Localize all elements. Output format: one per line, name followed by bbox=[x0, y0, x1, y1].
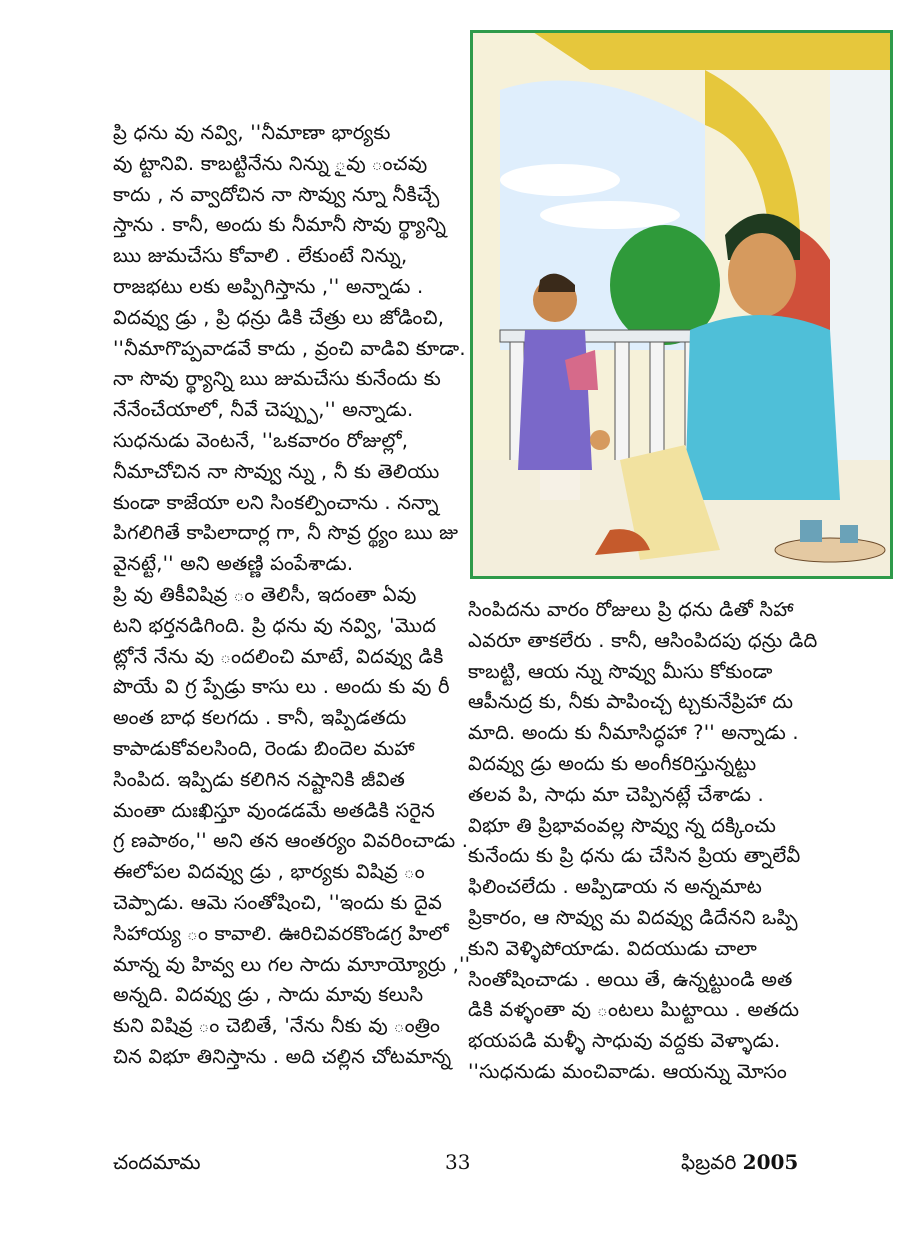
text-line: డికి వళ్ళంతా వు ంటలు పిుట్టాయి . అతదు bbox=[468, 998, 800, 1022]
story-column-left bbox=[113, 118, 471, 1073]
boy-dhoti bbox=[540, 470, 580, 500]
man-face bbox=[728, 233, 796, 317]
text-line: విదవ్వు డ్రు , ప్రి ధన్రు డికి చేత్రు లు జోడించి, bbox=[113, 305, 445, 329]
side-table bbox=[775, 538, 885, 562]
text-line: ఋ జుమచేసు కోవాలి . లేకుంటే నిన్ను, bbox=[113, 244, 408, 268]
text-line: చిన విభూ తినిస్తాను . అది చల్లిన చోటమాన్న bbox=[113, 1044, 452, 1068]
text-line: రాజభటు లకు అప్పిగిస్తాను ,'' అన్నాడు . bbox=[113, 274, 424, 298]
text-line: ఎవరూ తాకలేరు . కానీ, ఆసింపిదపు ధన్రు డిది bbox=[468, 628, 818, 652]
vessel bbox=[800, 520, 822, 542]
text-line: ''సుధనుడు మంచివాడు. ఆయన్ను మోసం bbox=[468, 1059, 788, 1083]
text-line: ప్రికారం, ఆ సొవ్వు మ విదవ్వు డిదేనని ఒప్పి bbox=[468, 905, 798, 929]
text-line: కాదు , న వ్వాదోచిన నా సొవ్వు న్నూ నీకిచ్చే bbox=[113, 182, 440, 206]
text-line: ''నీమాగొప్పవాడవే కాదు , వ్రంచి వాడివి కూడా. bbox=[113, 336, 466, 360]
text-line: మంతా దుఃఖిస్తూ వుండడమే అతడికి సరైన bbox=[113, 798, 436, 822]
text-line: వు ట్టానివి. కాబట్టినేను నిన్ను ౖవు ంచవు bbox=[113, 151, 428, 175]
issue-month: ఫిబ్రవరి bbox=[681, 1150, 737, 1174]
text-line: కునేందు కు ప్రి ధను డు చేసిన ప్రియ త్నాలేవీ bbox=[468, 844, 801, 868]
ceiling-trim bbox=[530, 30, 893, 70]
baluster bbox=[615, 342, 629, 462]
story-illustration bbox=[470, 30, 893, 579]
text-line: ప్రి వు తికీవిషివ్ర ం తెలిసీ, ఇదంతా ఏవు bbox=[113, 582, 417, 606]
text-line: మాన్న వు హివ్వ లు గల సాదు మాూయ్యోర్రు ,'' bbox=[113, 952, 471, 976]
text-line: కాబట్టి, ఆయ న్ను సొవ్వు మీసు కోకుండా bbox=[468, 659, 773, 683]
text-line: అన్నది. విదవ్వు డ్రు , సాదు మావు కలుసి bbox=[113, 983, 424, 1007]
text-line: పిగలిగితే కాపిలాదార్ల గా, నీ సొవ్ర ర్థ్యం ఋ జు bbox=[113, 521, 459, 545]
text-line: స్తాను . కానీ, అందు కు నీమానీ సొవు ర్థ్యాన్ని bbox=[113, 213, 447, 237]
text-line: ఫిలించలేదు . అప్పిడాయ న అన్నమాట bbox=[468, 875, 763, 899]
text-line: ఆపీనుద్ర కు, నీకు పాపించ్చ ట్చకునేప్రిహా దు bbox=[468, 690, 794, 714]
text-line: చెప్పాడు. ఆమె సంతోషించి, ''ఇందు కు దైవ bbox=[113, 890, 443, 914]
text-line: వైనట్టే,'' అని అతణ్ణి పంపేశాడు. bbox=[113, 552, 354, 576]
text-line: నీమాచోచిన నా సొవ్వు న్ను , నీ కు తెలియు bbox=[113, 459, 440, 483]
text-line: పొయే వి గ్ర ప్పేడ్రు కాసు లు . అందు కు వు రీ bbox=[113, 675, 450, 699]
footer-issue-date bbox=[681, 1150, 798, 1179]
issue-year: 2005 bbox=[742, 1150, 799, 1174]
vessel bbox=[840, 525, 858, 543]
man-kurta bbox=[685, 315, 840, 500]
text-line: నా సొవు ర్థ్యాన్ని ఋ జుమచేసు కునేందు కు bbox=[113, 367, 441, 391]
text-line: మాది. అందు కు నీమాసిద్ధహా ?'' అన్నాడు . bbox=[468, 721, 799, 745]
text-line: తలవ పి, సాధు మా చెప్పినట్లే చేశాడు . bbox=[468, 782, 764, 806]
text-line: ఈలోపల విదవ్వు డ్రు , భార్యకు విషివ్ర ం bbox=[113, 860, 425, 884]
text-line: అంత బాధ కలగదు . కానీ, ఇప్పిడతదు bbox=[113, 706, 407, 730]
page-number: 33 bbox=[445, 1150, 471, 1174]
man-hand bbox=[590, 430, 610, 450]
baluster bbox=[650, 342, 664, 462]
text-line: ప్రి ధను వు నవ్వి, ''నీమాణా భార్యకు bbox=[113, 121, 391, 144]
text-line: కుని వెళ్ళిపోయాడు. విదయుడు చాలా bbox=[468, 936, 757, 960]
text-line: సింపిద. ఇప్పిడు కలిగిన నష్టానికి జీవిత bbox=[113, 767, 406, 791]
text-line: సింపిదను వారం రోజులు ప్రి ధను డితో సిహా bbox=[468, 598, 794, 621]
text-line: విభూ తి ప్రిభావంవల్ల సొవ్వు న్న దక్కించు bbox=[468, 813, 777, 837]
text-line: విదవ్వు డ్రు అందు కు అంగీకరిస్తున్నట్టు bbox=[468, 751, 757, 775]
text-line: టని భర్తనడిగింది. ప్రి ధను వు నవ్వి, 'మొద bbox=[113, 613, 437, 637]
footer-magazine-name: చందమామ bbox=[113, 1150, 201, 1174]
text-line: కాపాడుకోవలసింది, రెండు బిందెల మహా bbox=[113, 736, 415, 760]
boy-kurta bbox=[518, 330, 592, 470]
text-line: సుధనుడు వెంటనే, ''ఒకవారం రోజుల్లో, bbox=[113, 428, 409, 452]
text-line: గ్ర ణపాఠం,'' అని తన ఆంతర్యం వివరించాడు . bbox=[113, 829, 469, 853]
text-line: కుని విషివ్ర ం చెబితే, 'నేను నీకు వు ంత్రిం bbox=[113, 1014, 441, 1038]
text-line: కుండా కాజేయా లని సింకల్పించాను . నన్నా bbox=[113, 490, 439, 514]
text-line: నేనేంచేయాలో, నీవే చెప్ప్పు,'' అన్నాడు. bbox=[113, 398, 414, 422]
text-line: భయపడి మళ్ళీ సాధువు వద్దకు వెళ్ళాడు. bbox=[468, 1029, 781, 1053]
cloud bbox=[540, 201, 680, 229]
cloud bbox=[500, 164, 620, 196]
story-column-right bbox=[468, 595, 818, 1088]
text-line: ట్లోనే నేను వు ందలించి మాటే, విదవ్వు డికి bbox=[113, 644, 444, 668]
text-line: సింతోషించాడు . అయి తే, ఉన్నట్టుండి అత bbox=[468, 967, 793, 991]
text-line: సిహాయ్య ం కావాలి. ఊరిచివరకొండగ్ర హిలో bbox=[113, 921, 449, 945]
